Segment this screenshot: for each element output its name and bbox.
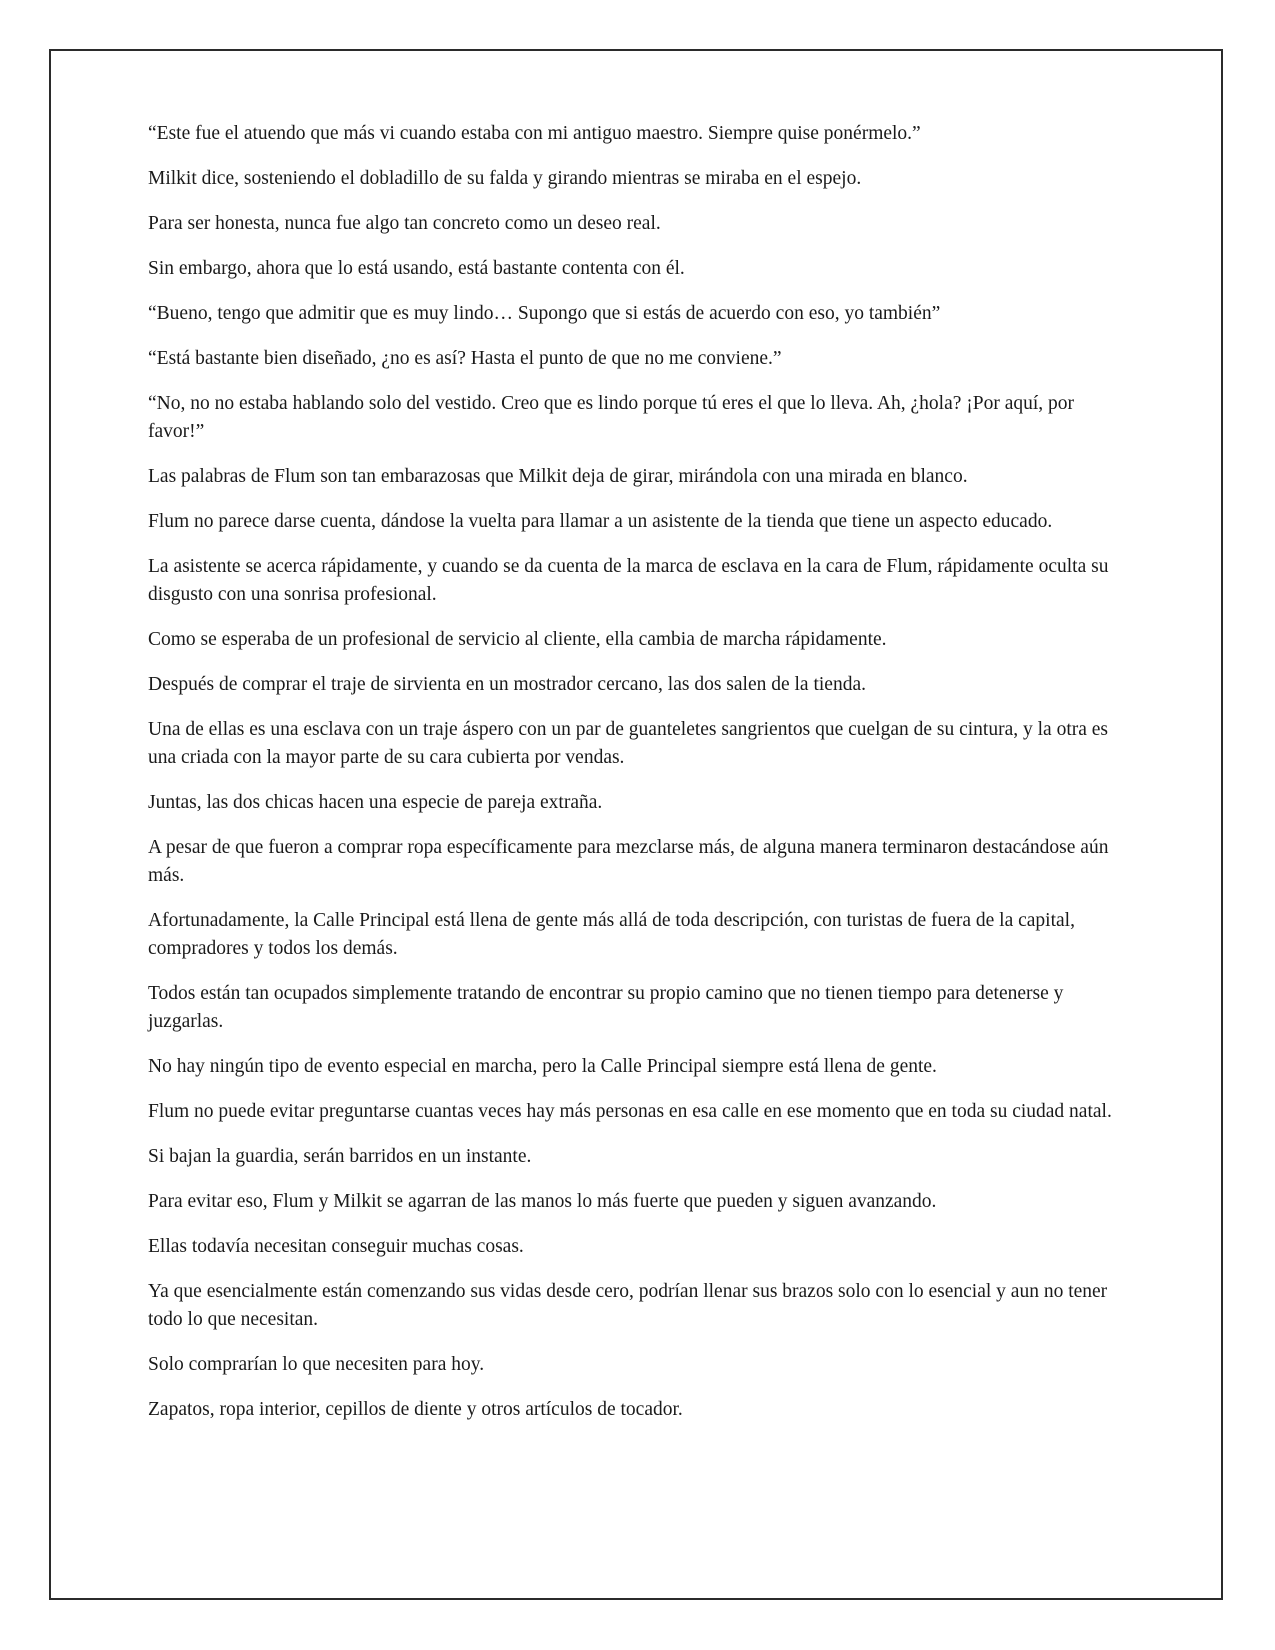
paragraph: Si bajan la guardia, serán barridos en un instante. [148,1146,532,1167]
paragraph: A pesar de que fueron a comprar ropa específicamente para mezclarse más, de alguna manera terminaron destacándose aún más. [148,837,1109,886]
paragraph: “Bueno, tengo que admitir que es muy lindo… Supongo que si estás de acuerdo con eso, yo también” [148,303,941,324]
paragraph: Para ser honesta, nunca fue algo tan concreto como un deseo real. [148,213,661,234]
paragraph: Las palabras de Flum son tan embarazosas que Milkit deja de girar, mirándola con una mirada en blanco. [148,466,968,487]
paragraph: Flum no parece darse cuenta, dándose la vuelta para llamar a un asistente de la tienda que tiene un aspecto educado. [148,511,1053,532]
paragraph: Milkit dice, sosteniendo el dobladillo de su falda y girando mientras se miraba en el espejo. [148,168,862,189]
paragraph: Solo comprarían lo que necesiten para hoy. [148,1354,485,1375]
paragraph: Una de ellas es una esclava con un traje áspero con un par de guanteletes sangrientos que cuelgan de su cintura, y la otra es una criada con la mayor parte de su cara cubierta por vendas. [148,719,1109,768]
paragraph: Ellas todavía necesitan conseguir muchas cosas. [148,1236,524,1257]
paragraph: No hay ningún tipo de evento especial en marcha, pero la Calle Principal siempre está llena de gente. [148,1056,937,1077]
paragraph: “Este fue el atuendo que más vi cuando estaba con mi antiguo maestro. Siempre quise ponérmelo.” [148,123,921,144]
paragraph: La asistente se acerca rápidamente, y cuando se da cuenta de la marca de esclava en la cara de Flum, rápidamente oculta su disgusto con una sonrisa profesional. [148,556,1109,605]
paragraph: Sin embargo, ahora que lo está usando, está bastante contenta con él. [148,258,685,279]
paragraph: “No, no no estaba hablando solo del vestido. Creo que es lindo porque tú eres el que lo lleva. Ah, ¿hola? ¡Por aquí, por favor!” [148,393,1075,442]
paragraph: Juntas, las dos chicas hacen una especie de pareja extraña. [148,792,603,813]
paragraph: Zapatos, ropa interior, cepillos de diente y otros artículos de tocador. [148,1399,683,1420]
paragraph: Ya que esencialmente están comenzando sus vidas desde cero, podrían llenar sus brazos solo con lo esencial y aun no tener todo lo que necesitan. [148,1281,1108,1330]
paragraph: “Está bastante bien diseñado, ¿no es así? Hasta el punto de que no me conviene.” [148,348,782,369]
paragraph: Después de comprar el traje de sirvienta en un mostrador cercano, las dos salen de la tienda. [148,674,866,695]
paragraph: Flum no puede evitar preguntarse cuantas veces hay más personas en esa calle en ese momento que en toda su ciudad natal. [148,1101,1112,1122]
paragraph: Todos están tan ocupados simplemente tratando de encontrar su propio camino que no tienen tiempo para detenerse y juzgarlas. [148,983,1064,1032]
paragraph: Como se esperaba de un profesional de servicio al cliente, ella cambia de marcha rápidamente. [148,629,887,650]
paragraph: Para evitar eso, Flum y Milkit se agarran de las manos lo más fuerte que pueden y siguen avanzando. [148,1191,937,1212]
document-body [148,120,1128,1441]
paragraph: Afortunadamente, la Calle Principal está llena de gente más allá de toda descripción, con turistas de fuera de la capital, compradores y todos los demás. [148,910,1075,959]
